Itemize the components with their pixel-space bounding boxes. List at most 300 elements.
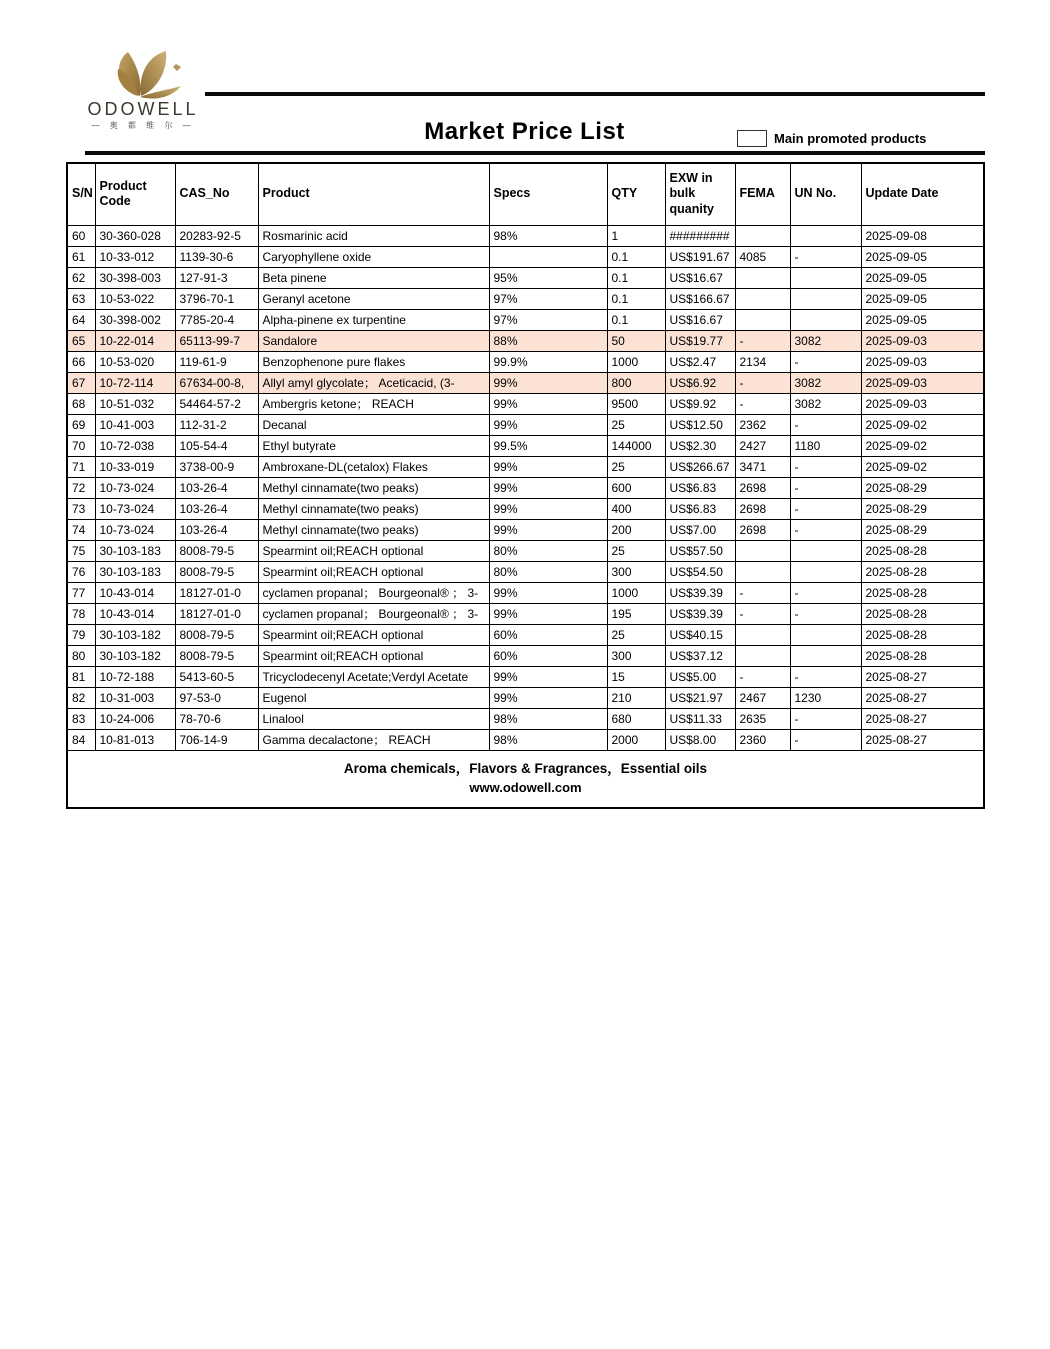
cell-un-no: 3082: [790, 393, 861, 414]
cell-qty: 25: [607, 624, 665, 645]
cell-sn: 66: [67, 351, 95, 372]
cell-exw-bulk: #########: [665, 225, 735, 246]
cell-qty: 0.1: [607, 309, 665, 330]
cell-fema: 2360: [735, 729, 790, 750]
cell-product: Beta pinene: [258, 267, 489, 288]
table-header-row: [67, 163, 984, 225]
table-row: [67, 393, 984, 414]
cell-cas-no: 3796-70-1: [175, 288, 258, 309]
cell-product-code: 30-103-182: [95, 624, 175, 645]
top-divider-line: [205, 92, 985, 96]
cell-exw-bulk: US$39.39: [665, 603, 735, 624]
table-row: [67, 351, 984, 372]
cell-product-code: 10-53-020: [95, 351, 175, 372]
table-row: [67, 246, 984, 267]
cell-specs: 99%: [489, 687, 607, 708]
title-divider-line: [85, 151, 985, 155]
footer-tagline: Aroma chemicals，Flavors & Fragrances，Essential oils: [343, 761, 708, 777]
cell-product-code: 10-33-019: [95, 456, 175, 477]
cell-exw-bulk: US$6.83: [665, 498, 735, 519]
cell-product-code: 10-24-006: [95, 708, 175, 729]
cell-qty: 0.1: [607, 288, 665, 309]
cell-cas-no: 1139-30-6: [175, 246, 258, 267]
cell-exw-bulk: US$40.15: [665, 624, 735, 645]
cell-fema: 2427: [735, 435, 790, 456]
cell-fema: [735, 309, 790, 330]
cell-qty: 195: [607, 603, 665, 624]
cell-un-no: [790, 540, 861, 561]
cell-un-no: -: [790, 666, 861, 687]
cell-sn: 61: [67, 246, 95, 267]
column-header-qty: QTY: [607, 163, 665, 225]
cell-product: Spearmint oil;REACH optional: [258, 645, 489, 666]
cell-product: Methyl cinnamate(two peaks): [258, 519, 489, 540]
cell-product-code: 10-72-188: [95, 666, 175, 687]
cell-fema: -: [735, 393, 790, 414]
table-row: [67, 687, 984, 708]
gold-flower-icon: [78, 48, 208, 100]
column-header-fema: FEMA: [735, 163, 790, 225]
cell-update-date: 2025-09-02: [861, 456, 984, 477]
table-row: [67, 582, 984, 603]
cell-un-no: [790, 225, 861, 246]
cell-cas-no: 18127-01-0: [175, 603, 258, 624]
column-header-exw-bulk: EXW in bulk quanity: [665, 163, 735, 225]
legend: [737, 130, 926, 147]
cell-update-date: 2025-09-03: [861, 330, 984, 351]
cell-fema: [735, 624, 790, 645]
cell-update-date: 2025-09-03: [861, 393, 984, 414]
cell-product: Eugenol: [258, 687, 489, 708]
cell-product-code: 30-398-003: [95, 267, 175, 288]
cell-fema: [735, 645, 790, 666]
logo-wordmark: ODOWELL: [87, 99, 199, 119]
cell-cas-no: 706-14-9: [175, 729, 258, 750]
cell-product: Ambroxane-DL(cetalox) Flakes: [258, 456, 489, 477]
cell-specs: 97%: [489, 309, 607, 330]
cell-product-code: 10-73-024: [95, 498, 175, 519]
cell-cas-no: 8008-79-5: [175, 540, 258, 561]
cell-product: Spearmint oil;REACH optional: [258, 540, 489, 561]
cell-specs: 88%: [489, 330, 607, 351]
table-row: [67, 666, 984, 687]
cell-sn: 65: [67, 330, 95, 351]
cell-un-no: [790, 645, 861, 666]
cell-update-date: 2025-09-03: [861, 351, 984, 372]
cell-product: Decanal: [258, 414, 489, 435]
cell-un-no: 3082: [790, 372, 861, 393]
cell-specs: 99%: [489, 666, 607, 687]
promoted-color-swatch: [737, 130, 767, 147]
cell-exw-bulk: US$19.77: [665, 330, 735, 351]
table-row: [67, 372, 984, 393]
cell-specs: 99%: [489, 372, 607, 393]
cell-specs: 99%: [489, 603, 607, 624]
cell-update-date: 2025-09-03: [861, 372, 984, 393]
cell-specs: 99%: [489, 498, 607, 519]
cell-cas-no: 97-53-0: [175, 687, 258, 708]
cell-product-code: 10-73-024: [95, 519, 175, 540]
cell-qty: 25: [607, 456, 665, 477]
cell-product-code: 10-43-014: [95, 603, 175, 624]
cell-update-date: 2025-09-05: [861, 246, 984, 267]
table-row: [67, 477, 984, 498]
table-row: [67, 309, 984, 330]
column-header-un-no: UN No.: [790, 163, 861, 225]
cell-cas-no: 127-91-3: [175, 267, 258, 288]
cell-exw-bulk: US$6.83: [665, 477, 735, 498]
cell-qty: 144000: [607, 435, 665, 456]
cell-fema: 3471: [735, 456, 790, 477]
cell-cas-no: 105-54-4: [175, 435, 258, 456]
cell-exw-bulk: US$2.47: [665, 351, 735, 372]
cell-un-no: 1230: [790, 687, 861, 708]
cell-sn: 71: [67, 456, 95, 477]
cell-sn: 79: [67, 624, 95, 645]
cell-sn: 84: [67, 729, 95, 750]
table-footer-row: [67, 750, 984, 808]
cell-un-no: -: [790, 477, 861, 498]
cell-qty: 1: [607, 225, 665, 246]
cell-cas-no: 7785-20-4: [175, 309, 258, 330]
cell-update-date: 2025-08-29: [861, 477, 984, 498]
cell-qty: 9500: [607, 393, 665, 414]
cell-cas-no: 5413-60-5: [175, 666, 258, 687]
cell-fema: [735, 225, 790, 246]
cell-product: Linalool: [258, 708, 489, 729]
cell-update-date: 2025-08-29: [861, 519, 984, 540]
cell-fema: 2698: [735, 519, 790, 540]
cell-qty: 210: [607, 687, 665, 708]
cell-product: Gamma decalactone； REACH: [258, 729, 489, 750]
cell-update-date: 2025-08-27: [861, 708, 984, 729]
cell-sn: 68: [67, 393, 95, 414]
footer-website[interactable]: www.odowell.com: [469, 780, 582, 796]
cell-update-date: 2025-09-05: [861, 288, 984, 309]
column-header-product: Product: [258, 163, 489, 225]
cell-exw-bulk: US$57.50: [665, 540, 735, 561]
cell-fema: -: [735, 603, 790, 624]
cell-cas-no: 67634-00-8,: [175, 372, 258, 393]
cell-cas-no: 20283-92-5: [175, 225, 258, 246]
cell-qty: 300: [607, 561, 665, 582]
cell-qty: 800: [607, 372, 665, 393]
cell-product: Allyl amyl glycolate； Aceticacid, (3-: [258, 372, 489, 393]
cell-product-code: 30-360-028: [95, 225, 175, 246]
cell-qty: 400: [607, 498, 665, 519]
cell-cas-no: 103-26-4: [175, 477, 258, 498]
cell-un-no: [790, 561, 861, 582]
cell-sn: 78: [67, 603, 95, 624]
cell-product-code: 10-22-014: [95, 330, 175, 351]
cell-sn: 73: [67, 498, 95, 519]
cell-un-no: 1180: [790, 435, 861, 456]
cell-un-no: 3082: [790, 330, 861, 351]
cell-cas-no: 103-26-4: [175, 498, 258, 519]
cell-sn: 76: [67, 561, 95, 582]
cell-specs: 99%: [489, 582, 607, 603]
cell-product: Sandalore: [258, 330, 489, 351]
cell-qty: 1000: [607, 351, 665, 372]
cell-fema: -: [735, 582, 790, 603]
cell-product-code: 10-51-032: [95, 393, 175, 414]
cell-qty: 0.1: [607, 267, 665, 288]
cell-fema: [735, 561, 790, 582]
cell-cas-no: 112-31-2: [175, 414, 258, 435]
cell-fema: 2362: [735, 414, 790, 435]
cell-product: cyclamen propanal； Bourgeonal® ； 3-: [258, 603, 489, 624]
cell-update-date: 2025-08-28: [861, 603, 984, 624]
cell-update-date: 2025-08-27: [861, 666, 984, 687]
cell-product: Benzophenone pure flakes: [258, 351, 489, 372]
table-row: [67, 498, 984, 519]
cell-exw-bulk: US$8.00: [665, 729, 735, 750]
cell-sn: 77: [67, 582, 95, 603]
cell-un-no: -: [790, 414, 861, 435]
cell-un-no: -: [790, 582, 861, 603]
page-title: Market Price List: [424, 118, 625, 145]
table-row: [67, 267, 984, 288]
cell-update-date: 2025-08-28: [861, 540, 984, 561]
table-row: [67, 435, 984, 456]
cell-sn: 70: [67, 435, 95, 456]
cell-exw-bulk: US$21.97: [665, 687, 735, 708]
cell-product-code: 10-72-114: [95, 372, 175, 393]
cell-product: Caryophyllene oxide: [258, 246, 489, 267]
cell-qty: 200: [607, 519, 665, 540]
cell-un-no: -: [790, 246, 861, 267]
table-row: [67, 708, 984, 729]
cell-specs: 99%: [489, 519, 607, 540]
cell-product-code: 10-41-003: [95, 414, 175, 435]
cell-product-code: 10-31-003: [95, 687, 175, 708]
cell-fema: -: [735, 372, 790, 393]
cell-product: Methyl cinnamate(two peaks): [258, 477, 489, 498]
cell-product: Spearmint oil;REACH optional: [258, 561, 489, 582]
cell-update-date: 2025-09-02: [861, 414, 984, 435]
cell-exw-bulk: US$166.67: [665, 288, 735, 309]
cell-un-no: -: [790, 519, 861, 540]
cell-exw-bulk: US$266.67: [665, 456, 735, 477]
table-row: [67, 330, 984, 351]
cell-product: Tricyclodecenyl Acetate;Verdyl Acetate: [258, 666, 489, 687]
cell-product-code: 10-73-024: [95, 477, 175, 498]
cell-specs: 98%: [489, 225, 607, 246]
cell-un-no: -: [790, 498, 861, 519]
table-row: [67, 624, 984, 645]
cell-product: Ethyl butyrate: [258, 435, 489, 456]
cell-un-no: -: [790, 729, 861, 750]
cell-qty: 0.1: [607, 246, 665, 267]
cell-qty: 680: [607, 708, 665, 729]
cell-exw-bulk: US$191.67: [665, 246, 735, 267]
cell-un-no: -: [790, 351, 861, 372]
cell-qty: 25: [607, 540, 665, 561]
cell-sn: 62: [67, 267, 95, 288]
cell-qty: 600: [607, 477, 665, 498]
cell-exw-bulk: US$12.50: [665, 414, 735, 435]
cell-product: Alpha-pinene ex turpentine: [258, 309, 489, 330]
cell-specs: 60%: [489, 645, 607, 666]
cell-un-no: [790, 309, 861, 330]
cell-sn: 80: [67, 645, 95, 666]
cell-product: Methyl cinnamate(two peaks): [258, 498, 489, 519]
cell-un-no: -: [790, 456, 861, 477]
price-table: [66, 162, 985, 809]
footer-cell: [67, 750, 984, 808]
cell-update-date: 2025-08-28: [861, 582, 984, 603]
table-row: [67, 414, 984, 435]
cell-product-code: 10-43-014: [95, 582, 175, 603]
legend-label: Main promoted products: [774, 131, 927, 146]
cell-fema: [735, 288, 790, 309]
cell-specs: 80%: [489, 561, 607, 582]
table-row: [67, 603, 984, 624]
cell-qty: 2000: [607, 729, 665, 750]
cell-update-date: 2025-08-28: [861, 645, 984, 666]
cell-specs: 99%: [489, 456, 607, 477]
table-row: [67, 645, 984, 666]
cell-sn: 75: [67, 540, 95, 561]
cell-product-code: 30-103-183: [95, 561, 175, 582]
table-row: [67, 561, 984, 582]
cell-qty: 50: [607, 330, 665, 351]
table-row: [67, 456, 984, 477]
table-row: [67, 519, 984, 540]
column-header-cas-no: CAS_No: [175, 163, 258, 225]
cell-fema: [735, 267, 790, 288]
cell-product-code: 30-103-182: [95, 645, 175, 666]
cell-exw-bulk: US$39.39: [665, 582, 735, 603]
cell-exw-bulk: US$6.92: [665, 372, 735, 393]
cell-exw-bulk: US$5.00: [665, 666, 735, 687]
cell-exw-bulk: US$9.92: [665, 393, 735, 414]
cell-sn: 67: [67, 372, 95, 393]
cell-fema: [735, 540, 790, 561]
cell-exw-bulk: US$16.67: [665, 267, 735, 288]
cell-un-no: -: [790, 603, 861, 624]
cell-update-date: 2025-09-08: [861, 225, 984, 246]
cell-product: cyclamen propanal； Bourgeonal® ； 3-: [258, 582, 489, 603]
cell-update-date: 2025-09-05: [861, 267, 984, 288]
column-header-specs: Specs: [489, 163, 607, 225]
cell-update-date: 2025-09-02: [861, 435, 984, 456]
cell-cas-no: 8008-79-5: [175, 645, 258, 666]
cell-qty: 300: [607, 645, 665, 666]
cell-exw-bulk: US$37.12: [665, 645, 735, 666]
cell-sn: 82: [67, 687, 95, 708]
cell-specs: 95%: [489, 267, 607, 288]
cell-specs: 99%: [489, 477, 607, 498]
cell-cas-no: 3738-00-9: [175, 456, 258, 477]
cell-exw-bulk: US$16.67: [665, 309, 735, 330]
cell-product: Rosmarinic acid: [258, 225, 489, 246]
cell-update-date: 2025-08-27: [861, 687, 984, 708]
cell-fema: -: [735, 330, 790, 351]
cell-specs: 99%: [489, 414, 607, 435]
cell-fema: 2134: [735, 351, 790, 372]
cell-exw-bulk: US$54.50: [665, 561, 735, 582]
cell-qty: 1000: [607, 582, 665, 603]
cell-specs: 99.5%: [489, 435, 607, 456]
cell-specs: 98%: [489, 729, 607, 750]
cell-update-date: 2025-09-05: [861, 309, 984, 330]
cell-specs: 99.9%: [489, 351, 607, 372]
cell-product: Spearmint oil;REACH optional: [258, 624, 489, 645]
cell-sn: 60: [67, 225, 95, 246]
cell-qty: 15: [607, 666, 665, 687]
cell-specs: 98%: [489, 708, 607, 729]
cell-product: Geranyl acetone: [258, 288, 489, 309]
cell-exw-bulk: US$11.33: [665, 708, 735, 729]
cell-product: Ambergris ketone； REACH: [258, 393, 489, 414]
cell-specs: 60%: [489, 624, 607, 645]
cell-fema: 2635: [735, 708, 790, 729]
cell-cas-no: 78-70-6: [175, 708, 258, 729]
cell-fema: 2467: [735, 687, 790, 708]
cell-un-no: [790, 267, 861, 288]
cell-cas-no: 65113-99-7: [175, 330, 258, 351]
cell-product-code: 10-72-038: [95, 435, 175, 456]
cell-update-date: 2025-08-29: [861, 498, 984, 519]
cell-update-date: 2025-08-28: [861, 624, 984, 645]
logo-chinese-subtext: — 奥 都 维 尔 —: [91, 121, 195, 130]
cell-qty: 25: [607, 414, 665, 435]
column-header-sn: S/N: [67, 163, 95, 225]
cell-update-date: 2025-08-27: [861, 729, 984, 750]
cell-sn: 69: [67, 414, 95, 435]
table-row: [67, 540, 984, 561]
cell-specs: 97%: [489, 288, 607, 309]
cell-cas-no: 54464-57-2: [175, 393, 258, 414]
cell-specs: 80%: [489, 540, 607, 561]
cell-sn: 64: [67, 309, 95, 330]
cell-fema: 2698: [735, 477, 790, 498]
cell-un-no: -: [790, 708, 861, 729]
cell-product-code: 30-103-183: [95, 540, 175, 561]
cell-update-date: 2025-08-28: [861, 561, 984, 582]
table-row: [67, 729, 984, 750]
cell-product-code: 10-33-012: [95, 246, 175, 267]
cell-cas-no: 18127-01-0: [175, 582, 258, 603]
cell-sn: 81: [67, 666, 95, 687]
cell-fema: 4085: [735, 246, 790, 267]
column-header-product-code: Product Code: [95, 163, 175, 225]
cell-exw-bulk: US$7.00: [665, 519, 735, 540]
cell-product-code: 10-81-013: [95, 729, 175, 750]
cell-exw-bulk: US$2.30: [665, 435, 735, 456]
table-row: [67, 288, 984, 309]
cell-un-no: [790, 624, 861, 645]
cell-sn: 83: [67, 708, 95, 729]
cell-specs: 99%: [489, 393, 607, 414]
cell-specs: [489, 246, 607, 267]
cell-sn: 72: [67, 477, 95, 498]
cell-un-no: [790, 288, 861, 309]
cell-product-code: 10-53-022: [95, 288, 175, 309]
cell-sn: 63: [67, 288, 95, 309]
column-header-update-date: Update Date: [861, 163, 984, 225]
cell-sn: 74: [67, 519, 95, 540]
cell-product-code: 30-398-002: [95, 309, 175, 330]
table-row: [67, 225, 984, 246]
cell-cas-no: 119-61-9: [175, 351, 258, 372]
cell-cas-no: 103-26-4: [175, 519, 258, 540]
cell-cas-no: 8008-79-5: [175, 561, 258, 582]
cell-fema: 2698: [735, 498, 790, 519]
cell-cas-no: 8008-79-5: [175, 624, 258, 645]
cell-fema: -: [735, 666, 790, 687]
